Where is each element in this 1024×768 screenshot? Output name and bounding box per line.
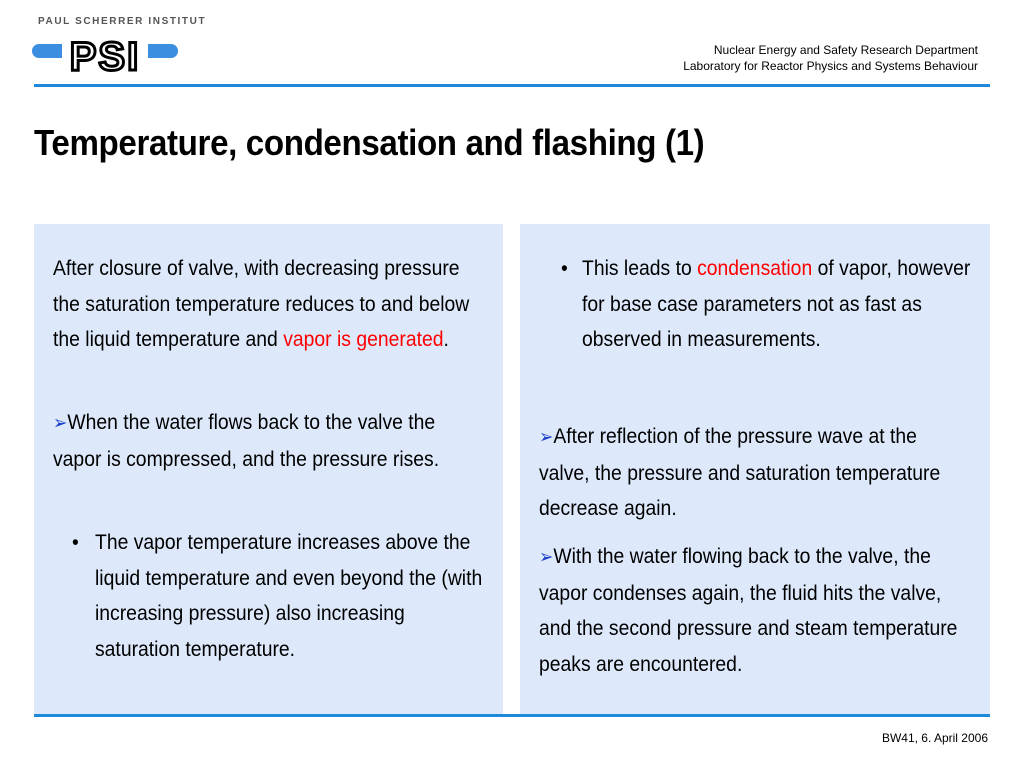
- right-arrow-paragraph-2: [539, 539, 967, 682]
- left-arrow-paragraph: [53, 405, 481, 477]
- left-paragraph-1-end: .: [443, 327, 449, 351]
- right-arrow-paragraph-2-text: With the water flowing back to the valve, the vapor condenses again, the fluid hits the valve, and the second pressure and steam temperature peaks are encountered.: [539, 544, 958, 676]
- left-paragraph-1-text: After closure of valve, with decreasing pressure the saturation temperature reduces to and below the liquid temperature and: [53, 256, 470, 351]
- footer-event: BW41, 6. April 2006: [881, 731, 988, 745]
- arrow-bullet-icon: ➢: [539, 427, 554, 448]
- vapor-generated-highlight: vapor is generated: [283, 327, 444, 351]
- laboratory-name: Laboratory for Reactor Physics and Systems Behaviour: [683, 59, 978, 73]
- right-arrow-paragraph-1: [539, 419, 967, 527]
- psi-logo-icon: [32, 30, 182, 88]
- right-bullet-text-start: This leads to: [582, 256, 698, 280]
- slide-title: Temperature, condensation and flashing (1): [34, 122, 705, 163]
- department-block: [683, 42, 978, 74]
- department-name: Nuclear Energy and Safety Research Department: [713, 43, 978, 57]
- arrow-bullet-icon: ➢: [539, 547, 554, 568]
- footer-divider: [34, 714, 990, 717]
- left-paragraph-1: [53, 251, 481, 358]
- right-bullet-marker: •: [561, 256, 568, 280]
- right-bullet-text-end: of vapor, however for base case parameters not as fast as observed in measurements.: [582, 256, 971, 351]
- right-bullet-text: [582, 251, 971, 358]
- right-arrow-paragraph-1-text: After reflection of the pressure wave at the valve, the pressure and saturation temperature decrease again.: [539, 424, 941, 520]
- arrow-bullet-icon: ➢: [53, 413, 68, 434]
- header-divider: [34, 84, 990, 87]
- left-arrow-paragraph-text: When the water flows back to the valve the vapor is compressed, and the pressure rises.: [53, 410, 440, 471]
- condensation-highlight: condensation: [697, 256, 813, 280]
- left-bullet-marker: •: [72, 530, 79, 554]
- left-bullet-text: The vapor temperature increases above the liquid temperature and even beyond the (with increasing pressure) also increasing saturation temperature.: [95, 530, 483, 661]
- institute-name: PAUL SCHERRER INSTITUT: [38, 16, 207, 27]
- logo-wordmark: PSI: [69, 35, 141, 79]
